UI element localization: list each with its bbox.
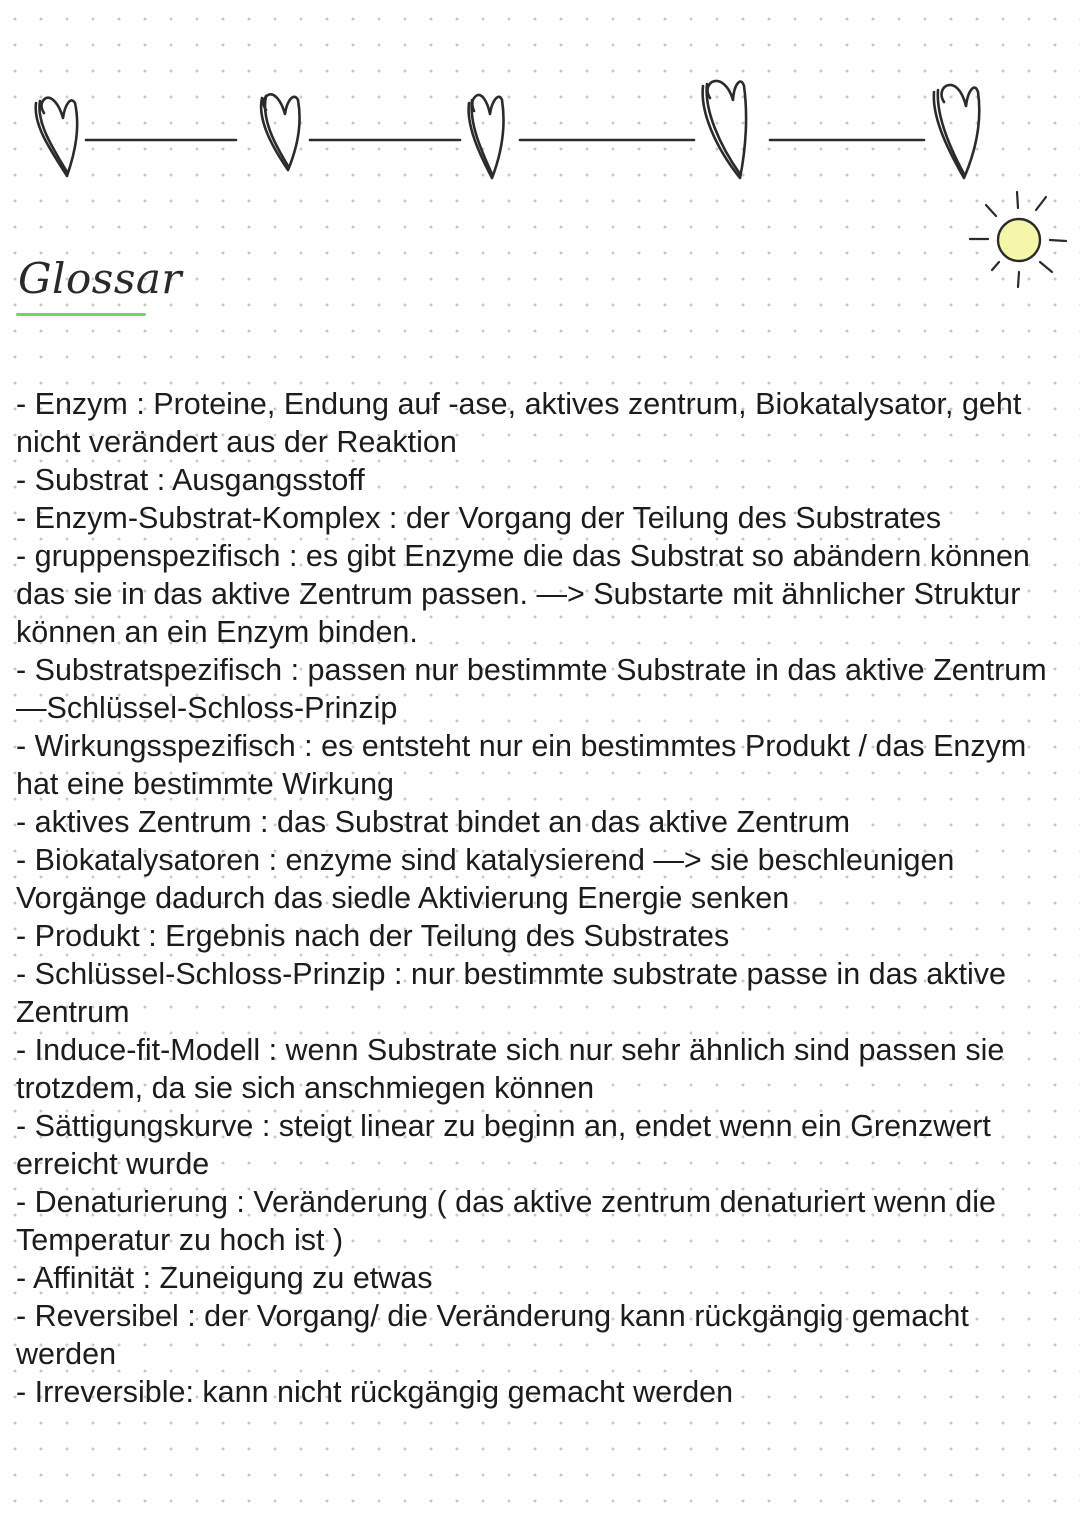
glossary-entry-denaturierung: - Denaturierung : Veränderung ( das aktive zentrum denaturiert wenn die Temperatur zu hoch ist ) — [16, 1185, 996, 1257]
glossary-entry-schluessel-schloss-prinzip: - Schlüssel-Schloss-Prinzip : nur bestimmte substrate passe in das aktive Zentrum — [16, 957, 1006, 1029]
glossary-entry-wirkungsspezifisch: - Wirkungsspezifisch : es entsteht nur ein bestimmtes Produkt / das Enzym hat eine bestimmte Wirkung — [16, 729, 1027, 801]
glossary-entry-induce-fit-modell: - Induce-fit-Modell : wenn Substrate sich nur sehr ähnlich sind passen sie trotzdem, da sie sich anschmiegen können — [16, 1033, 1005, 1105]
page-title: Glossar — [18, 254, 182, 303]
glossary-entry-substratspezifisch: - Substratspezifisch : passen nur bestimmte Substrate in das aktive Zentrum —Schlüssel-Schloss-Prinzip — [16, 653, 1047, 725]
title-underline — [16, 313, 146, 316]
glossary-entry-enzym-substrat-komplex: - Enzym-Substrat-Komplex : der Vorgang der Teilung des Substrates — [16, 501, 942, 535]
glossary-entry-enzym: - Enzym : Proteine, Endung auf -ase, aktives zentrum, Biokatalysator, geht nicht verändert aus der Reaktion — [16, 387, 1022, 459]
glossary-entry-irreversible: - Irreversible: kann nicht rückgängig gemacht werden — [16, 1375, 734, 1409]
glossary-entry-affinitaet: - Affinität : Zuneigung zu etwas — [16, 1261, 433, 1295]
glossary-entry-biokatalysatoren: - Biokatalysatoren : enzyme sind katalysierend —> sie beschleunigen Vorgänge dadurch das siedle Aktivierung Energie senken — [16, 843, 955, 915]
glossary-entry-substrat: - Substrat : Ausgangsstoff — [16, 463, 365, 497]
glossary-entry-saettigungskurve: - Sättigungskurve : steigt linear zu beginn an, endet wenn ein Grenzwert erreicht wurde — [16, 1109, 991, 1181]
glossary-entry-aktives-zentrum: - aktives Zentrum : das Substrat bindet an das aktive Zentrum — [16, 805, 851, 839]
glossary-entry-produkt: - Produkt : Ergebnis nach der Teilung des Substrates — [16, 919, 730, 953]
glossary-entry-reversibel: - Reversibel : der Vorgang/ die Veränderung kann rückgängig gemacht werden — [16, 1299, 969, 1371]
glossary-list — [16, 385, 1071, 1411]
glossary-entry-gruppenspezifisch: - gruppenspezifisch : es gibt Enzyme die das Substrat so abändern können das sie in das aktive Zentrum passen. —> Substarte mit ähnlicher Struktur können an ein Enzym binden. — [16, 539, 1030, 649]
